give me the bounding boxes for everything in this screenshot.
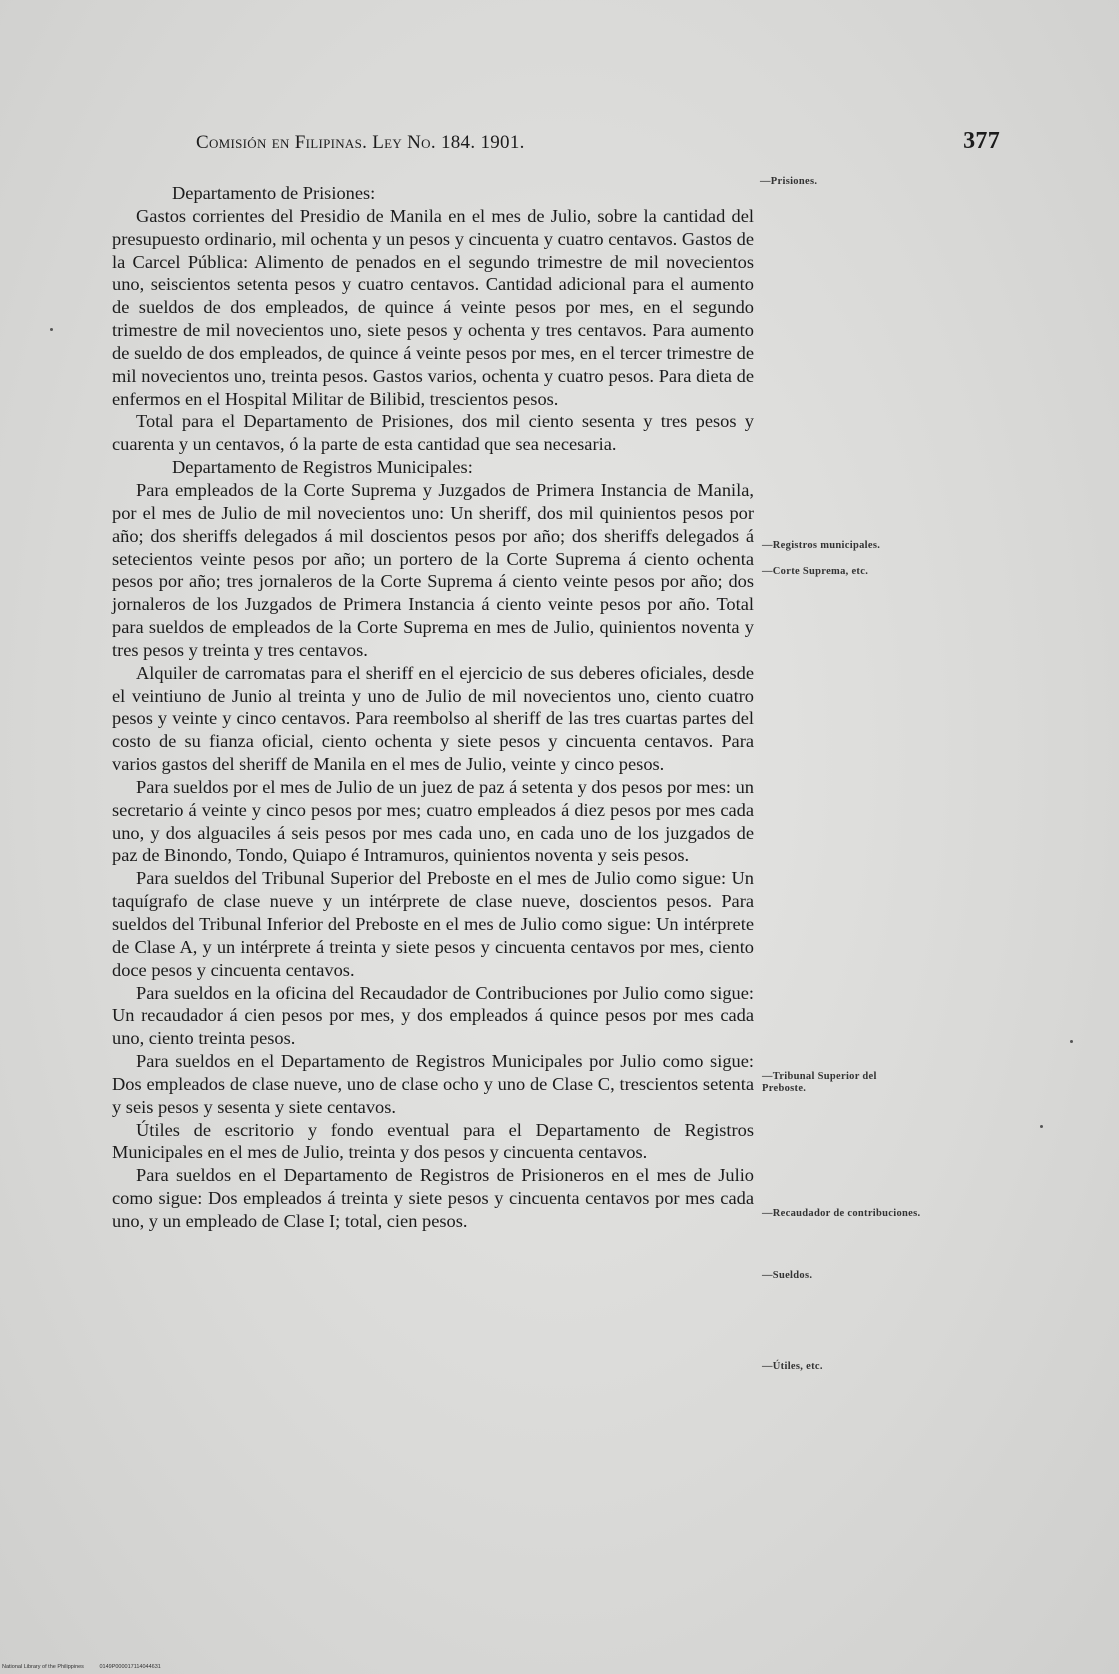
paragraph-prisiones-gastos: Gastos corrientes del Presidio de Manila en el mes de Julio, sobre la cantidad del presupuesto ordinario, mil ochenta y un pesos y cincuenta y cuatro centavos. Gastos de la Carcel Pública: Alimento de penados en el segundo trimestre de mil novecientos uno, seiscientos setenta pesos y cuatro centavos. Cantidad adicional para el aumento de sueldos de dos empleados, de quince á veinte pesos por mes, en el segundo trimestre de mil novecientos uno, siete pesos y ochenta y tres centavos. Para aumento de sueldo de dos empleados, de quince á veinte pesos por mes, en el tercer trimestre de mil novecientos uno, treinta pesos. Gastos varios, ochenta y cuatro pesos. Para dieta de enfermos en el Hospital Militar de Bilibid, trescientos pesos. — [112, 205, 754, 409]
paragraph-prisioneros: Para sueldos en el Departamento de Registros de Prisioneros en el mes de Julio como sigue: Dos empleados á treinta y siete pesos y cincuenta centavos por mes cada uno, y un empleado de Clase I; total, cien pesos. — [112, 1165, 754, 1231]
heading-registros: Departamento de Registros Municipales: — [172, 457, 473, 478]
scan-speck — [1040, 1125, 1043, 1128]
paragraph-registros-sueldos: Para sueldos en el Departamento de Registros Municipales por Julio como sigue: Dos empleados de clase nueve, uno de clase ocho y uno de Clase C, trescientos setenta y seis pesos y sesenta y siete centavos. — [112, 1051, 754, 1117]
scan-speck — [1070, 1040, 1073, 1043]
paragraph-utiles: Útiles de escritorio y fondo eventual para el Departamento de Registros Municipales en el mes de Julio, treinta y dos pesos y cincuenta centavos. — [112, 1119, 754, 1163]
margin-note-corte: —Corte Suprema, etc. — [762, 566, 869, 577]
footer-library: National Library of the Philippines — [2, 1664, 84, 1670]
margin-note-tribunal: —Tribunal Superior del Preboste. — [762, 1071, 877, 1094]
paragraph-carromatas: Alquiler de carromatas para el sheriff en el ejercicio de sus deberes oficiales, desde el veintiuno de Junio al treinta y uno de Julio de mil novecientos uno, ciento cuatro pesos y veinte y cinco centavos. Para reembolso al sheriff de las tres cuartas partes del costo de su fianza oficial, ciento ochenta y siete pesos y cincuenta centavos. Para varios gastos del sheriff de Manila en el mes de Julio, veinte y cinco pesos. — [112, 662, 754, 775]
margin-note-utiles: —Útiles, etc. — [762, 1361, 823, 1372]
heading-prisiones: Departamento de Prisiones: — [172, 183, 376, 203]
footer-code: 0149P000017114044631 — [99, 1664, 161, 1670]
page-header — [190, 128, 1010, 162]
scan-footer — [2, 1664, 175, 1670]
page-body — [112, 182, 754, 1233]
paragraph-tribunal-preboste: Para sueldos del Tribunal Superior del Preboste en el mes de Julio como sigue: Un taquígrafo de clase nueve y un intérprete de clase nueve, doscientos pesos. Para sueldos del Tribunal Inferior del Preboste en el mes de Julio como sigue: Un intérprete de Clase A, y un intérprete á treinta y siete pesos y cincuenta centavos por mes, ciento doce pesos y cincuenta centavos. — [112, 868, 754, 980]
margin-note-recaudador: —Recaudador de contribuciones. — [762, 1208, 921, 1219]
page-number: 377 — [963, 128, 1000, 154]
margin-note-registros: —Registros municipales. — [762, 540, 881, 551]
margin-note-sueldos: —Sueldos. — [762, 1270, 813, 1281]
paragraph-juez-de-paz: Para sueldos por el mes de Julio de un juez de paz á setenta y dos pesos por mes: un secretario á veinte y cinco pesos por mes; cuatro empleados á diez pesos por mes cada uno, y dos alguaciles á seis pesos por mes cada uno, en cada uno de los juzgados de paz de Binondo, Tondo, Quiapo é Intramuros, quinientos noventa y seis pesos. — [112, 776, 754, 866]
paragraph-prisiones-total: Total para el Departamento de Prisiones, dos mil ciento sesenta y tres pesos y cuarenta y un centavos, ó la parte de esta cantidad que sea necesaria. — [112, 411, 754, 455]
paragraph-recaudador: Para sueldos en la oficina del Recaudador de Contribuciones por Julio como sigue: Un recaudador á cien pesos por mes, y dos empleados á quince pesos por mes cada uno, ciento treinta pesos. — [112, 982, 754, 1049]
scan-speck — [50, 328, 53, 331]
margin-note-prisiones: —Prisiones. — [760, 176, 818, 187]
running-title: Comisión en Filipinas. Ley No. 184. 1901. — [196, 132, 525, 153]
paragraph-corte-suprema: Para empleados de la Corte Suprema y Juzgados de Primera Instancia de Manila, por el mes de Julio de mil novecientos uno: Un sheriff, dos mil quinientos pesos por año; dos sheriffs delegados á mil doscientos pesos por año; dos sheriffs delegados á setecientos veinte pesos por año; un portero de la Corte Suprema á ciento ochenta pesos por año; tres jornaleros de la Corte Suprema á ciento veinte pesos por año; dos jornaleros de los Juzgados de Primera Instancia á ciento veinte pesos por año. Total para sueldos de empleados de la Corte Suprema en mes de Julio, quinientos noventa y tres pesos y treinta y tres centavos. — [112, 479, 754, 660]
